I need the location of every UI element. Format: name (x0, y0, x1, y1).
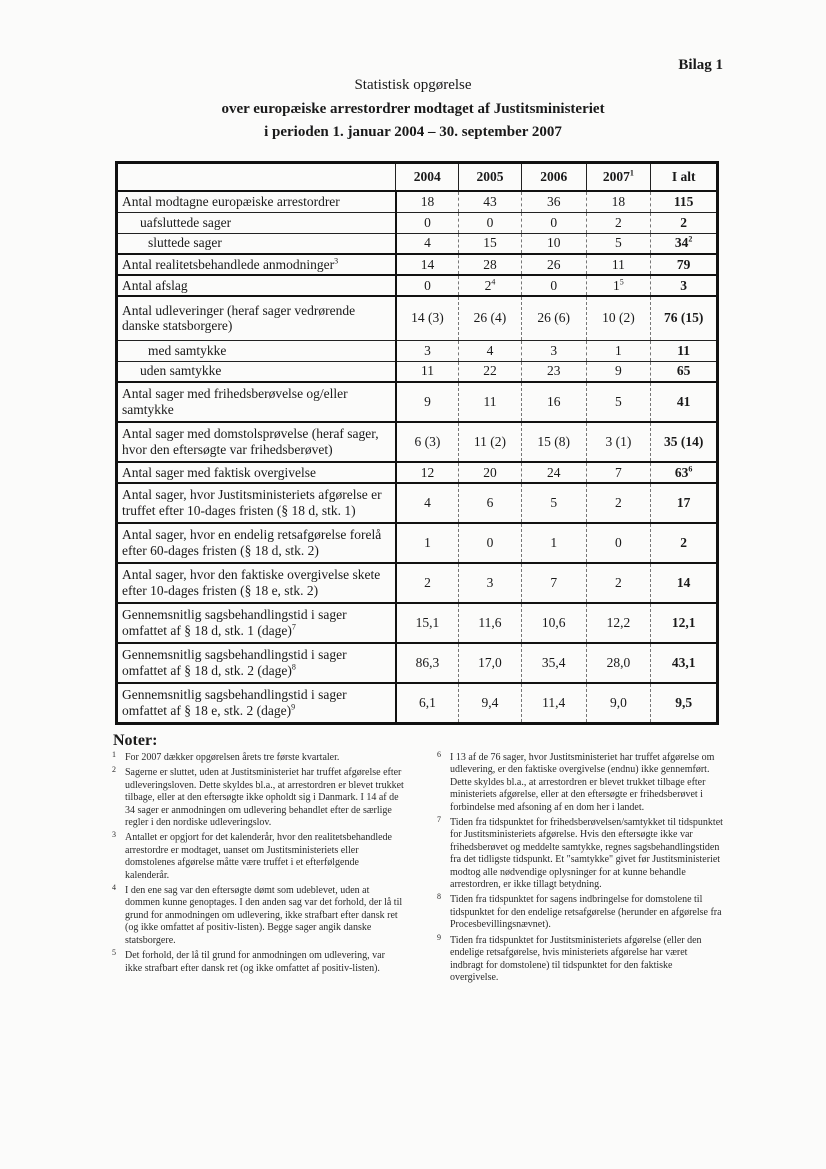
row-label (117, 603, 396, 643)
cell-2006 (521, 523, 586, 563)
cell-2007 (586, 643, 651, 683)
footnote-6 (437, 752, 723, 814)
cell-value: 10,6 (541, 615, 566, 630)
cell-total-value: 65 (676, 363, 691, 379)
cell-value: 0 (486, 535, 494, 550)
notes-right-column (437, 752, 723, 987)
row-label-text: Antal sager med frihedsberøvelse og/eller samtykke (122, 386, 348, 417)
header-2007 (586, 163, 651, 192)
cell-2006 (521, 233, 586, 254)
cell-total-value: 17 (676, 495, 691, 510)
cell-total (651, 212, 718, 233)
row-label (117, 191, 396, 212)
cell-total-value: 2 (680, 535, 688, 550)
cell-total-value: 63 (674, 464, 689, 480)
cell-2006 (521, 422, 586, 462)
cell-total (651, 275, 718, 296)
cell-2005 (459, 683, 522, 723)
cell-value: 22 (483, 363, 497, 379)
cell-2007 (586, 340, 651, 361)
cell-2006 (521, 212, 586, 233)
cell-total (651, 462, 718, 483)
cell-2004 (396, 603, 459, 643)
cell-2004 (396, 233, 459, 254)
cell-value: 2 (615, 214, 622, 230)
cell-2007 (586, 563, 651, 603)
row-label-text: sluttede sager (148, 235, 222, 251)
cell-2005 (459, 603, 522, 643)
cell-2004 (396, 275, 459, 296)
cell-value: 1 (424, 535, 431, 550)
title-line-1: Statistisk opgørelse (354, 77, 472, 93)
footnote-text: I 13 af de 76 sager, hvor Justitsministeriet har truffet afgørelse om udlevering, er den faktiske overgivelse (endnu) ikke gennemført. Dette skyldes bl.a., at arrestordren er blevet trukket tilbage efter ministeriets afgørelse, eller at den eftersøgte er frihedsberøvet i forbindelse med afsoning af en dom her i landet. (450, 752, 715, 813)
footnote-number: 5 (112, 948, 116, 958)
cell-2005 (459, 643, 522, 683)
footnote-1 (112, 752, 404, 764)
cell-2005 (459, 422, 522, 462)
row-label-text: Antal realitetsbehandlede anmodninger (122, 256, 335, 272)
table-row (117, 643, 718, 683)
cell-total (651, 382, 718, 422)
cell-value: 3 (424, 342, 431, 358)
footnote-text: Tiden fra tidspunktet for sagens indbringelse for domstolene til tidspunktet for den endelige retsafgørelse (herunder en afgørelse fra Procesbevillingsnævnet). (450, 894, 722, 931)
cell-value: 18 (420, 193, 435, 209)
cell-value: 4 (486, 342, 494, 358)
cell-value: 15 (483, 235, 497, 251)
row-label (117, 483, 396, 523)
table-row (117, 212, 718, 233)
footnote-text: Sagerne er sluttet, uden at Justitsministeriet har truffet afgørelse efter udleveringsloven. Dette skyldes bl.a., at arrestordren er blevet trukket tilbage, eller at den eftersøgte ikke opholdt sig i Danmark. I 14 af de 34 sager er anmodningen om udlevering behandlet efter de særlige regler i den nordiske udleveringslov. (125, 767, 404, 829)
cell-total (651, 683, 718, 723)
cell-value: 35,4 (541, 655, 566, 670)
row-label (117, 254, 396, 275)
cell-total-value: 41 (676, 394, 691, 409)
cell-2004 (396, 361, 459, 382)
cell-2007 (586, 212, 651, 233)
cell-2006 (521, 483, 586, 523)
cell-value: 11 (420, 363, 434, 379)
table-body (117, 191, 718, 723)
footnote-2 (112, 767, 404, 829)
row-label-text: Antal sager, hvor den faktiske overgivelse skete efter 10-dages fristen (§ 18 e, stk. 2) (122, 567, 381, 598)
footnote-number: 7 (437, 815, 441, 825)
cell-total (651, 233, 718, 254)
cell-value: 11,4 (542, 694, 566, 710)
footnote-4 (112, 885, 404, 947)
cell-value: 26 (6) (537, 310, 570, 326)
footnote-number: 9 (437, 932, 441, 942)
row-label-text: Antal modtagne europæiske arrestordrer (122, 193, 340, 209)
cell-2006 (521, 254, 586, 275)
cell-2004 (396, 296, 459, 340)
cell-2007 (586, 191, 651, 212)
cell-value: 9 (424, 394, 431, 409)
cell-total (651, 361, 718, 382)
cell-2005 (459, 212, 522, 233)
row-label-text: Antal sager, hvor en endelig retsafgørelse forelå efter 60-dages fristen (§ 18 d, stk. 2) (122, 527, 382, 558)
row-label-footnote: 7 (291, 622, 296, 632)
cell-value: 26 (4) (473, 310, 507, 326)
cell-total-value: 12,1 (671, 615, 696, 630)
cell-2005 (459, 483, 522, 523)
row-label-text: Antal afslag (122, 277, 188, 293)
cell-2006 (521, 361, 586, 382)
cell-2006 (521, 275, 586, 296)
cell-value: 11 (611, 256, 625, 272)
cell-value: 3 (486, 575, 494, 590)
cell-2006 (521, 191, 586, 212)
row-label-text: Antal sager med faktisk overgivelse (122, 464, 316, 480)
row-label (117, 643, 396, 683)
cell-2005 (459, 340, 522, 361)
cell-total (651, 340, 718, 361)
cell-value: 7 (550, 575, 558, 590)
cell-total (651, 523, 718, 563)
cell-2007 (586, 296, 651, 340)
cell-value: 2 (615, 495, 622, 510)
table-row (117, 361, 718, 382)
cell-value: 86,3 (415, 655, 440, 670)
footnote-number: 1 (112, 750, 116, 759)
row-label (117, 275, 396, 296)
cell-2007 (586, 683, 651, 723)
notes-heading: Noter: (113, 732, 158, 749)
cell-value: 5 (550, 495, 558, 510)
cell-total-value: 115 (673, 193, 694, 209)
row-label (117, 296, 396, 340)
footnote-text: Tiden fra tidspunktet for Justitsministeriets afgørelse (eller den endelige retsafgørelse, hvis ministeriets afgørelse har været indbragt for domstolene) til tidspunktet for den faktiske overgivelse. (450, 934, 702, 983)
header-2007-sup: 1 (629, 168, 634, 178)
cell-2004 (396, 212, 459, 233)
cell-2007 (586, 382, 651, 422)
footnote-8 (437, 894, 723, 931)
cell-2007 (586, 254, 651, 275)
table-row (117, 340, 718, 361)
row-label-text: Gennemsnitlig sagsbehandlingstid i sager omfattet af § 18 e, stk. 2 (dage) (122, 687, 347, 718)
table-row (117, 296, 718, 340)
cell-value: 16 (546, 394, 561, 409)
footnote-3 (112, 832, 404, 882)
cell-2005 (459, 523, 522, 563)
cell-value: 12 (420, 464, 435, 480)
footnote-7 (437, 817, 723, 891)
cell-2006 (521, 683, 586, 723)
cell-value: 28 (483, 256, 497, 272)
cell-total-value: 3 (680, 277, 688, 293)
header-2006: 2006 (521, 163, 586, 192)
cell-value: 5 (615, 394, 622, 409)
cell-value: 23 (546, 363, 561, 379)
cell-value: 0 (424, 277, 431, 293)
cell-value: 1 (615, 342, 622, 358)
cell-value: 36 (546, 193, 561, 209)
table-row (117, 483, 718, 523)
cell-2004 (396, 340, 459, 361)
cell-value: 9 (615, 363, 622, 379)
table-row (117, 683, 718, 723)
cell-2007 (586, 603, 651, 643)
row-label-text: uden samtykke (140, 363, 222, 379)
cell-value: 3 (550, 342, 558, 358)
cell-value: 14 (420, 256, 435, 272)
footnote-number: 2 (112, 765, 116, 775)
cell-2006 (521, 382, 586, 422)
cell-2004 (396, 683, 459, 723)
cell-total-value: 2 (680, 214, 688, 230)
row-label (117, 422, 396, 462)
cell-value: 0 (424, 214, 431, 230)
cell-total-value: 79 (676, 256, 691, 272)
footnote-number: 3 (112, 830, 116, 840)
cell-footnote: 4 (491, 277, 496, 286)
cell-total (651, 296, 718, 340)
cell-2005 (459, 462, 522, 483)
cell-value: 2 (615, 575, 622, 590)
cell-value: 11 (2) (473, 434, 507, 449)
cell-total (651, 643, 718, 683)
cell-2006 (521, 462, 586, 483)
cell-total (651, 254, 718, 275)
cell-2004 (396, 382, 459, 422)
cell-2007 (586, 275, 651, 296)
row-label (117, 523, 396, 563)
table-row (117, 462, 718, 483)
cell-total-value: 9,5 (675, 694, 693, 710)
cell-value: 7 (615, 464, 622, 480)
cell-total-footnote: 2 (688, 234, 693, 244)
cell-total (651, 603, 718, 643)
header-total: I alt (651, 163, 718, 192)
footnote-text: Antallet er opgjort for det kalenderår, hvor den realitetsbehandlede arrestordre er modtaget, uanset om Justitsministeriets eller domstolenes afgørelse måtte være truffet i et efterfølgende kalenderår. (125, 832, 392, 881)
row-label (117, 233, 396, 254)
cell-value: 5 (615, 235, 622, 251)
cell-value: 4 (424, 235, 431, 251)
cell-total-value: 34 (674, 235, 689, 251)
cell-value: 12,2 (606, 615, 631, 630)
row-label-text: med samtykke (148, 342, 227, 358)
table-row (117, 523, 718, 563)
footnote-text: Det forhold, der lå til grund for anmodningen om udlevering, var ikke strafbart efter dansk ret (og ikke omfattet af positiv-listen). (125, 950, 385, 974)
cell-total-value: 35 (14) (663, 434, 704, 449)
cell-value: 0 (550, 277, 558, 293)
cell-value: 11,6 (478, 615, 502, 630)
table-header-row (117, 163, 718, 192)
footnote-text: I den ene sag var den eftersøgte dømt som udeblevet, uden at dommen kunne genoptages. I den anden sag var det forhold, der lå til grund for anmodningen om udlevering, ikke strafbart efter dansk ret (og ikke omfattet af positiv-listen). Begge sager angik danske statsborgere. (125, 885, 403, 946)
cell-2006 (521, 296, 586, 340)
title-line-3: i perioden 1. januar 2004 – 30. september 2007 (264, 124, 562, 140)
cell-value: 17,0 (478, 655, 502, 670)
cell-value: 3 (1) (605, 434, 632, 449)
cell-total-footnote: 6 (688, 464, 693, 473)
cell-total-value: 43,1 (671, 655, 696, 670)
row-label-footnote: 3 (334, 256, 339, 266)
cell-total (651, 563, 718, 603)
row-label-text: uafsluttede sager (140, 214, 232, 230)
table-row (117, 254, 718, 275)
appendix-label: Bilag 1 (678, 57, 723, 73)
cell-2005 (459, 361, 522, 382)
cell-value: 18 (611, 193, 626, 209)
cell-value: 0 (615, 535, 622, 550)
cell-2005 (459, 191, 522, 212)
cell-value: 11 (483, 394, 497, 409)
cell-2005 (459, 254, 522, 275)
statistics-table (115, 161, 719, 725)
cell-2004 (396, 191, 459, 212)
row-label (117, 340, 396, 361)
cell-total (651, 422, 718, 462)
footnote-text: Tiden fra tidspunktet for frihedsberøvelsen/samtykket til tidspunktet for Justitsministeriets afgørelse. Hvis den eftersøgte ikke var frihedsberøvet og meddelte samtykke, regnes sagsbehandlingstiden fra det tidligste tidspunkt. Et "samtykke" givet før Justitsministeriet modtog alle nødvendige oplysninger for at kunne behandle arrestordren, er ikke tillagt betydning. (450, 817, 723, 891)
cell-2005 (459, 233, 522, 254)
table-row (117, 603, 718, 643)
cell-value: 43 (483, 193, 497, 209)
row-label (117, 361, 396, 382)
cell-total-value: 76 (15) (663, 310, 704, 326)
cell-total (651, 483, 718, 523)
row-label (117, 462, 396, 483)
title-line-2: over europæiske arrestordrer modtaget af Justitsministeriet (221, 101, 605, 117)
cell-2006 (521, 643, 586, 683)
cell-2004 (396, 643, 459, 683)
cell-value: 0 (550, 214, 558, 230)
cell-value: 6 (3) (414, 434, 441, 449)
cell-2007 (586, 361, 651, 382)
cell-2005 (459, 296, 522, 340)
cell-2005 (459, 275, 522, 296)
cell-2005 (459, 382, 522, 422)
row-label-footnote: 9 (291, 702, 296, 712)
table-row (117, 275, 718, 296)
cell-2004 (396, 523, 459, 563)
cell-2004 (396, 422, 459, 462)
cell-2004 (396, 254, 459, 275)
cell-2005 (459, 563, 522, 603)
cell-total-value: 11 (677, 342, 691, 358)
footnote-number: 6 (437, 750, 441, 759)
table-row (117, 422, 718, 462)
header-2004: 2004 (396, 163, 459, 192)
cell-2007 (586, 483, 651, 523)
cell-value: 24 (546, 464, 561, 480)
cell-2007 (586, 523, 651, 563)
cell-2004 (396, 563, 459, 603)
footnote-9 (437, 932, 723, 985)
footnote-number: 4 (112, 883, 116, 893)
cell-value: 6,1 (419, 694, 436, 710)
cell-value: 26 (546, 256, 561, 272)
row-label-text: Antal sager med domstolsprøvelse (heraf sager, hvor den eftersøgte var frihedsberøvet) (122, 426, 379, 457)
cell-2006 (521, 563, 586, 603)
row-label (117, 212, 396, 233)
cell-value: 1 (550, 535, 558, 550)
row-label-footnote: 8 (291, 662, 296, 672)
row-label-text: Gennemsnitlig sagsbehandlingstid i sager omfattet af § 18 d, stk. 2 (dage) (122, 647, 347, 678)
table-row (117, 382, 718, 422)
notes-left-column (112, 752, 404, 978)
cell-value: 28,0 (606, 655, 631, 670)
row-label-text: Antal udleveringer (heraf sager vedrørende danske statsborgere) (122, 302, 356, 334)
cell-2007 (586, 233, 651, 254)
row-label-text: Gennemsnitlig sagsbehandlingstid i sager omfattet af § 18 d, stk. 1 (dage) (122, 607, 347, 638)
cell-footnote: 5 (619, 277, 624, 286)
cell-value: 14 (3) (411, 310, 444, 326)
row-label-text: Antal sager, hvor Justitsministeriets afgørelse er truffet efter 10-dages fristen (§ 18 d, stk. 1) (122, 487, 382, 518)
cell-value: 9,4 (481, 694, 499, 710)
cell-2006 (521, 340, 586, 361)
table-row (117, 233, 718, 254)
cell-2004 (396, 462, 459, 483)
row-label (117, 683, 396, 723)
footnote-5 (112, 950, 404, 975)
table-row (117, 563, 718, 603)
cell-value: 2 (424, 575, 431, 590)
cell-2007 (586, 422, 651, 462)
cell-value: 6 (486, 495, 494, 510)
cell-2007 (586, 462, 651, 483)
cell-value: 2 (484, 277, 492, 293)
cell-2004 (396, 483, 459, 523)
header-2005: 2005 (459, 163, 522, 192)
cell-value: 15,1 (415, 615, 440, 630)
row-label (117, 382, 396, 422)
footnote-number: 8 (437, 892, 441, 902)
cell-value: 10 (2) (602, 310, 635, 326)
cell-value: 1 (613, 277, 620, 293)
table-row (117, 191, 718, 212)
cell-total (651, 191, 718, 212)
cell-2006 (521, 603, 586, 643)
cell-value: 4 (424, 495, 431, 510)
cell-value: 15 (8) (537, 434, 570, 449)
footnote-text: For 2007 dækker opgørelsen årets tre første kvartaler. (125, 752, 340, 763)
cell-value: 0 (486, 214, 494, 230)
row-label (117, 563, 396, 603)
header-blank (117, 163, 396, 192)
cell-value: 9,0 (609, 694, 627, 710)
header-2007-label: 2007 (602, 169, 630, 184)
cell-total-value: 14 (676, 575, 691, 590)
cell-value: 20 (483, 464, 497, 480)
cell-value: 10 (546, 235, 561, 251)
